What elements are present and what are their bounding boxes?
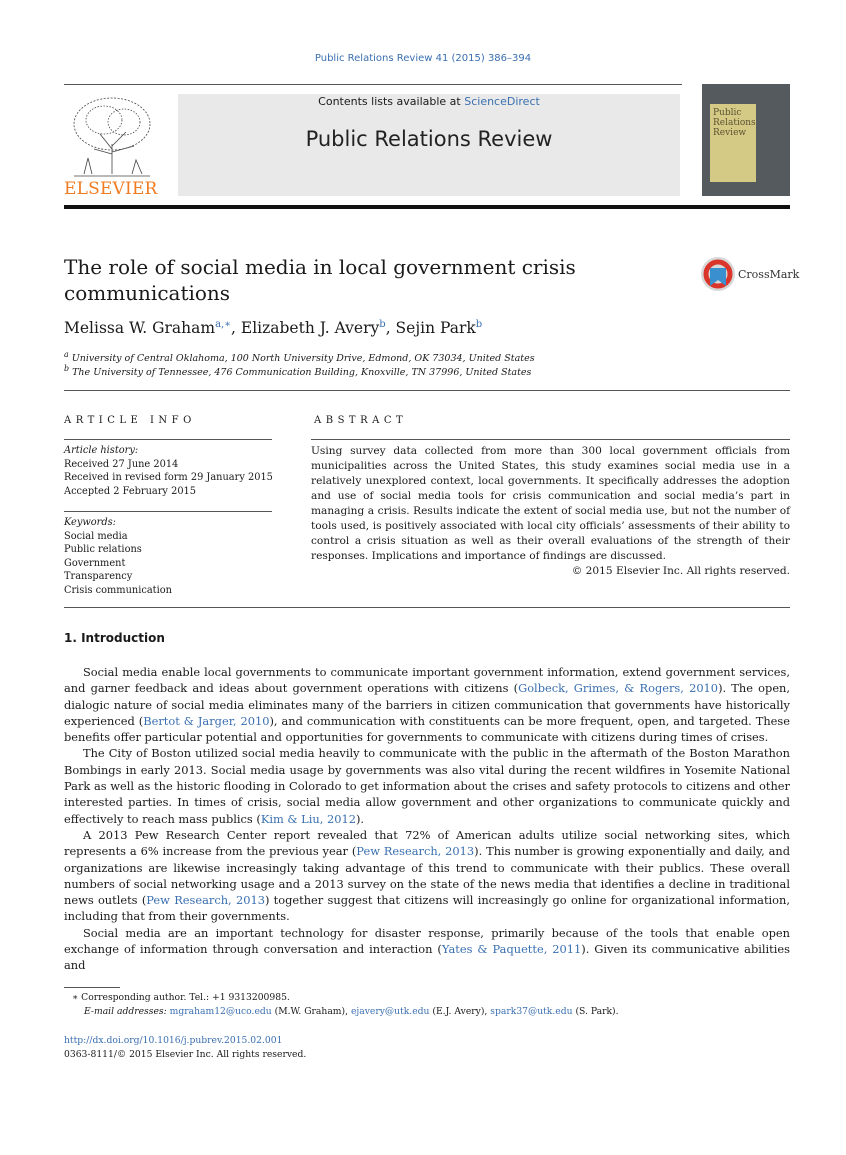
keyword-item: Crisis communication — [64, 584, 172, 596]
section-heading: 1. Introduction — [64, 631, 165, 645]
history-item: Received 27 June 2014 — [64, 458, 179, 470]
affiliation — [64, 350, 535, 364]
keywords-rule — [64, 511, 272, 512]
email-owner: (E.J. Avery), — [429, 1006, 491, 1017]
keyword-item: Social media — [64, 530, 128, 542]
paragraph-text: Social media are an important technology for disaster response, primarily because of the tools that enable open exchange of information through conversation and interaction ( — [64, 925, 790, 957]
author-name: Sejin Park — [395, 319, 476, 338]
sciencedirect-link[interactable]: ScienceDirect — [464, 95, 540, 108]
affiliation-mark: a — [64, 350, 69, 359]
paragraph — [64, 745, 790, 826]
paragraph-text: Social media enable local governments to communicate important government information, extend government services, and garner feedback and ideas about government operations with citizens ( — [64, 665, 790, 696]
author-affiliation-mark[interactable]: b — [475, 319, 483, 330]
paragraph-text: The City of Boston utilized social media heavily to communicate with the public in the aftermath of the Boston Marathon Bombings in early 2013. Social media usage by governments was also vital during the recent wildfires in Yosemite National Park as well as the historic flooding in Colorado to get information about the crises and safety protocols to citizens and other interested parties. In times of crisis, social media allow government and other organizations to communicate quickly and effectively to reach mass publics ( — [64, 746, 790, 826]
history-item: Accepted 2 February 2015 — [64, 485, 197, 497]
crossmark-icon — [700, 256, 736, 292]
corresponding-author-note: ∗ Corresponding author. Tel.: +1 9313200985. — [72, 992, 290, 1003]
elsevier-wordmark: ELSEVIER — [64, 179, 158, 199]
contents-prefix: Contents lists available at — [318, 95, 465, 108]
section-rule — [64, 390, 790, 391]
history-item: Received in revised form 29 January 2015 — [64, 472, 273, 483]
email-link[interactable]: mgraham12@uco.edu — [169, 1006, 272, 1017]
affiliation-mark: b — [64, 364, 70, 373]
email-link[interactable]: spark37@utk.edu — [490, 1006, 573, 1017]
article-history — [64, 444, 274, 498]
article-title-line: The role of social media in local government crisis — [64, 255, 576, 279]
citation-link[interactable]: Bertot & Jarger, 2010 — [143, 713, 270, 728]
author-name: Elizabeth J. Avery — [240, 319, 380, 338]
email-label: E-mail addresses: — [84, 1006, 170, 1017]
keyword-item: Transparency — [64, 571, 133, 582]
email-owner: (M.W. Graham), — [271, 1006, 351, 1017]
email-owner: (S. Park). — [572, 1006, 619, 1017]
cover-title-line: Relations — [713, 118, 756, 128]
author-name: Melissa W. Graham — [64, 319, 216, 338]
crossmark-label: CrossMark — [738, 268, 800, 281]
affiliation-text: The University of Tennessee, 476 Communication Building, Knoxville, TN 37996, United States — [72, 367, 532, 379]
cover-title-line: Public — [713, 108, 742, 118]
paragraph-text: ) together suggest that citizens will increasingly go online for organizational information, including that from their governments. — [64, 893, 790, 924]
journal-title: Public Relations Review — [305, 127, 553, 151]
article-title-line: communications — [64, 281, 231, 305]
paragraph — [64, 664, 790, 745]
article-title — [64, 254, 664, 306]
email-link[interactable]: ejavery@utk.edu — [350, 1006, 430, 1017]
email-addresses — [84, 1006, 619, 1017]
article-info-heading: ARTICLE INFO — [64, 415, 196, 426]
citation-link[interactable]: Golbeck, Grimes, & Rogers, 2010 — [518, 681, 719, 696]
doi-link[interactable]: http://dx.doi.org/10.1016/j.pubrev.2015.02.001 — [64, 1035, 283, 1046]
header-rule — [64, 84, 682, 85]
affiliation-text: University of Central Oklahoma, 100 North University Drive, Edmond, OK 73034, United States — [71, 353, 535, 365]
abstract-rule — [311, 439, 790, 440]
abstract-heading: ABSTRACT — [314, 415, 408, 426]
keyword-item: Public relations — [64, 544, 142, 555]
cover-title — [713, 108, 756, 138]
footnote-rule — [64, 987, 120, 988]
abstract-copyright: © 2015 Elsevier Inc. All rights reserved. — [571, 565, 790, 577]
paragraph-text: ). This number is growing exponentially and daily, and organizations are likewise increasingly taking advantage of this trend to communicate with their publics. These overall numbers of social networking usage and a 2013 survey on the state of the news media that identifies a decline in traditional news outlets ( — [64, 844, 790, 908]
paragraph-text: ), and communication with constituents can be more frequent, open, and targeted. These benefits offer particular potential and opportunities for governments to communicate with citizens during times of crises. — [64, 713, 790, 745]
section-rule — [64, 607, 790, 608]
paragraph-text: ). Given its communicative abilities and — [64, 942, 790, 973]
article-info-rule — [64, 439, 272, 440]
crossmark-badge[interactable] — [700, 256, 800, 292]
paragraph — [64, 827, 790, 925]
journal-reference[interactable]: Public Relations Review 41 (2015) 386–394 — [314, 53, 532, 64]
affiliation — [64, 364, 531, 378]
citation-link[interactable]: Yates & Paquette, 2011 — [441, 942, 582, 957]
citation-link[interactable]: Kim & Liu, 2012 — [260, 811, 356, 826]
contents-line — [178, 95, 680, 108]
masthead-rule — [64, 205, 790, 209]
citation-link[interactable]: Pew Research, 2013 — [146, 893, 265, 908]
issn-copyright: 0363-8111/© 2015 Elsevier Inc. All rights reserved. — [64, 1049, 307, 1060]
abstract-text: Using survey data collected from more than 300 local government officials from municipalities across the United States, this study examines social media use in a relatively unexplored context, local governments. It specifically addresses the adoption and use of social media tools for crisis communication and social media’s part in managing a crisis. Results indicate the extent of social media use, but not the number of tools used, is positively associated with local city officials’ assessments of their ability to control a crisis situation as well as their overall evaluations of the strength of their responses. Implications and importance of findings are discussed. — [311, 445, 790, 562]
author-separator: , — [231, 319, 241, 338]
paragraph-text: A 2013 Pew Research Center report revealed that 72% of American adults utilize social networking sites, which represents a 6% increase from the previous year ( — [64, 827, 790, 859]
cover-title-line: Review — [713, 128, 747, 138]
author-affiliation-mark[interactable]: a,∗ — [215, 319, 232, 330]
paragraph-text: ). The open, dialogic nature of social media eliminates many of the barriers in citizen communication that governments have historically experienced ( — [64, 681, 791, 728]
keywords — [64, 516, 274, 597]
author-affiliation-mark[interactable]: b — [379, 319, 386, 330]
keyword-item: Government — [64, 557, 126, 569]
body-text — [64, 664, 790, 974]
citation-link[interactable]: Pew Research, 2013 — [356, 844, 475, 859]
author-list — [64, 319, 482, 337]
paragraph-text: ). — [355, 811, 365, 826]
keywords-label: Keywords: — [64, 517, 116, 528]
author-separator: , — [385, 319, 396, 338]
history-label: Article history: — [64, 445, 139, 456]
paragraph — [64, 925, 790, 974]
